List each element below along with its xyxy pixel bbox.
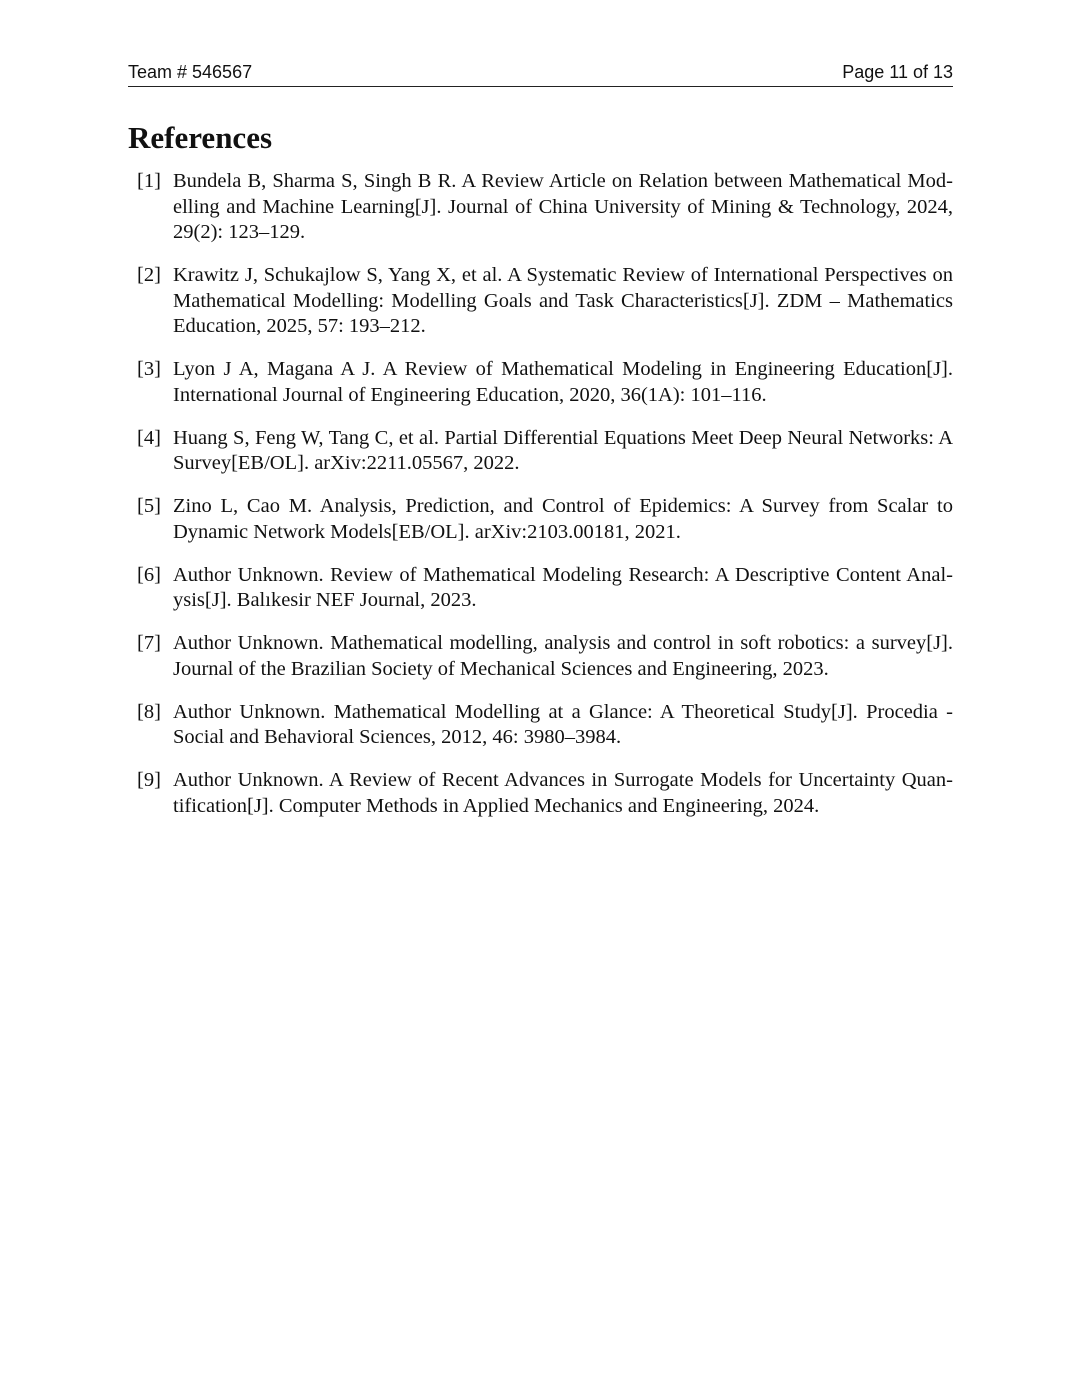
reference-item (128, 768, 953, 819)
reference-item (128, 169, 953, 246)
reference-number: [9] (137, 769, 161, 791)
reference-text: Lyon J A, Magana A J. A Review of Mathematical Modeling in Engineering Education[J]. International Journal of Engineering Education, 2020, 36(1A): 101–116. (173, 358, 953, 406)
reference-item (128, 563, 953, 614)
reference-number: [6] (137, 563, 161, 586)
reference-item (128, 263, 953, 340)
reference-number: [3] (137, 358, 161, 380)
reference-text: Author Unknown. Review of Mathematical Modeling Research: A Descriptive Content Analysis[J]. Balıkesir NEF Journal, 2023. (173, 563, 953, 611)
reference-number: [2] (137, 264, 161, 286)
reference-list (128, 169, 953, 837)
reference-text: Author Unknown. Mathematical modelling, analysis and control in soft robotics: a survey[J]. Journal of the Brazilian Society of Mechanical Sciences and Engineering, 2023. (173, 632, 953, 680)
reference-text: Krawitz J, Schukajlow S, Yang X, et al. A Systematic Review of International Perspectives on Mathematical Modelling: Modelling Goals and Task Characteristics[J]. ZDM – Mathematics Education, 2025, 57: 193–212. (173, 264, 953, 337)
reference-text: Author Unknown. Mathematical Modelling at a Glance: A Theoretical Study[J]. Procedia - Social and Behavioral Sciences, 2012, 46: 3980–3984. (173, 700, 953, 748)
reference-item (128, 426, 953, 477)
reference-text: Bundela B, Sharma S, Singh B R. A Review Article on Relation between Mathematical Modelling and Machine Learning[J]. Journal of China University of Mining & Technology, 2024, 29(2): 123–129. (173, 170, 953, 243)
reference-item (128, 494, 953, 545)
reference-number: [4] (137, 426, 161, 449)
reference-text: Zino L, Cao M. Analysis, Prediction, and Control of Epidemics: A Survey from Scalar to Dynamic Network Models[EB/OL]. arXiv:2103.00181, 2021. (173, 495, 953, 543)
reference-text: Author Unknown. A Review of Recent Advances in Surrogate Models for Uncertainty Quantification[J]. Computer Methods in Applied Mechanics and Engineering, 2024. (173, 769, 953, 817)
reference-item (128, 700, 953, 751)
reference-number: [7] (137, 632, 161, 654)
reference-number: [5] (137, 495, 161, 517)
reference-number: [1] (137, 170, 161, 192)
team-number: Team # 546567 (128, 62, 253, 82)
page-header (128, 60, 953, 87)
references-heading: References (128, 120, 273, 155)
reference-item (128, 357, 953, 408)
page-number: Page 11 of 13 (842, 62, 953, 82)
reference-number: [8] (137, 700, 161, 723)
reference-item (128, 631, 953, 682)
reference-text: Huang S, Feng W, Tang C, et al. Partial Differential Equations Meet Deep Neural Networks: A Survey[EB/OL]. arXiv:2211.05567, 2022. (173, 426, 953, 474)
